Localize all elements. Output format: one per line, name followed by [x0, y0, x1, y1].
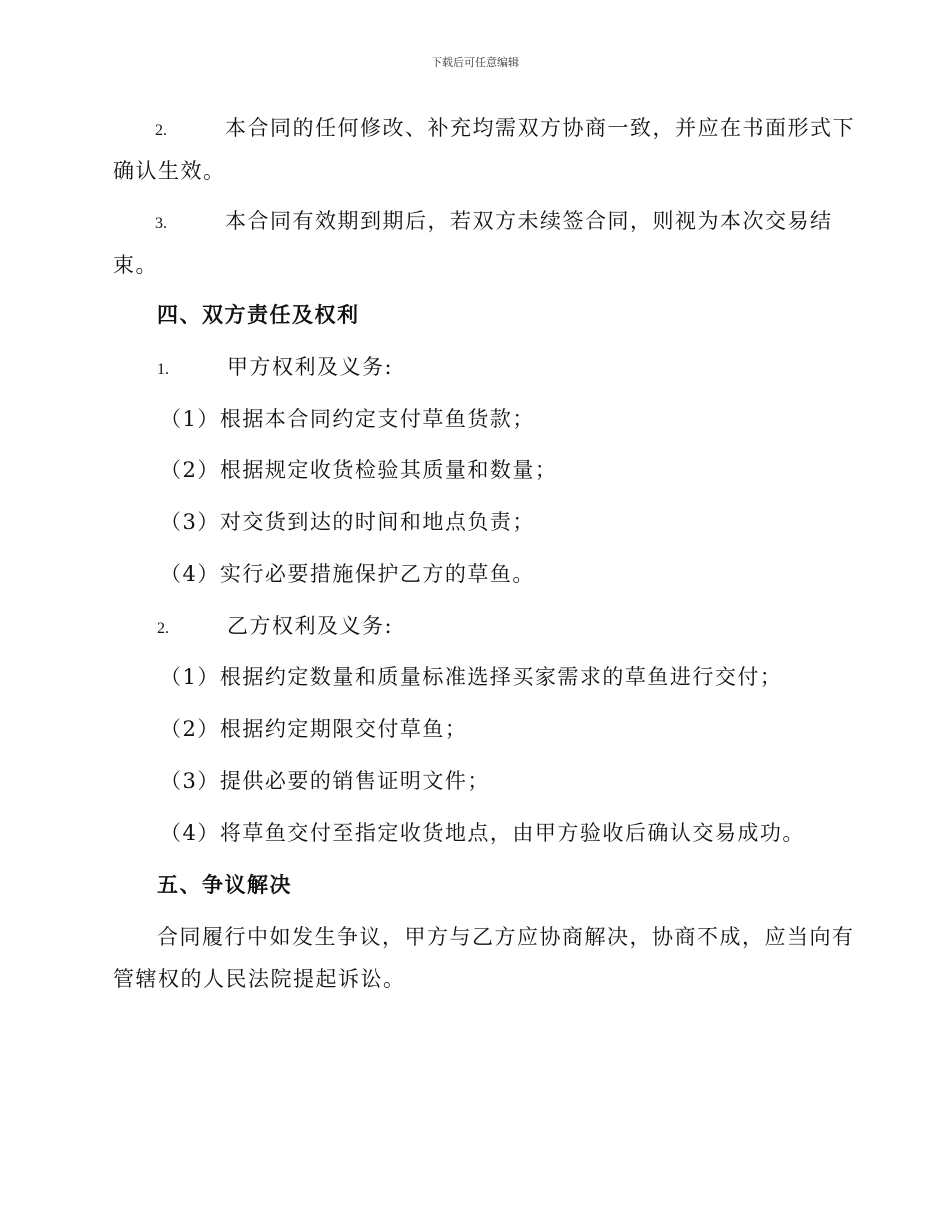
party-b-item-2: （2）根据约定期限交付草鱼；: [160, 717, 468, 741]
clause-2-line-2: 确认生效。: [113, 159, 226, 183]
clause-3-line-2: 束。: [113, 253, 158, 277]
section-5-line-2: 管辖权的人民法院提起诉讼。: [113, 967, 406, 991]
page-header: 下载后可任意编辑: [431, 56, 519, 69]
clause-3-line-1: [155, 208, 833, 237]
clause-text: 本合同的任何修改、补充均需双方协商一致，并应在书面形式下: [225, 116, 855, 140]
section-5-heading: 五、争议解决: [157, 872, 292, 897]
party-a-item-2: （2）根据规定收货检验其质量和数量；: [160, 458, 558, 482]
party-b-item-1: （1）根据约定数量和质量标准选择买家需求的草鱼进行交付；: [160, 665, 783, 689]
party-b-item-4: （4）将草鱼交付至指定收货地点，由甲方验收后确认交易成功。: [160, 821, 805, 845]
party-a-item-4: （4）实行必要措施保护乙方的草鱼。: [160, 562, 535, 586]
section-4-heading: 四、双方责任及权利: [157, 302, 360, 327]
clause-number: 2.: [155, 122, 167, 139]
party-a-title: [157, 354, 393, 383]
party-b-title: [157, 613, 393, 642]
clause-text: 本合同有效期到期后，若双方未续签合同，则视为本次交易结: [225, 209, 833, 233]
party-b-item-3: （3）提供必要的销售证明文件；: [160, 769, 490, 793]
party-a-item-1: （1）根据本合同约定支付草鱼货款；: [160, 407, 535, 431]
party-b-title-text: 乙方权利及义务:: [227, 614, 394, 638]
clause-number: 3.: [155, 215, 167, 232]
party-a-title-text: 甲方权利及义务:: [227, 355, 394, 379]
party-b-number: 2.: [157, 620, 169, 637]
section-5-line-1: 合同履行中如发生争议，甲方与乙方应协商解决，协商不成，应当向有: [157, 925, 855, 949]
clause-2-line-1: [155, 115, 855, 144]
party-a-number: 1.: [157, 361, 169, 378]
party-a-item-3: （3）对交货到达的时间和地点负责；: [160, 510, 535, 534]
